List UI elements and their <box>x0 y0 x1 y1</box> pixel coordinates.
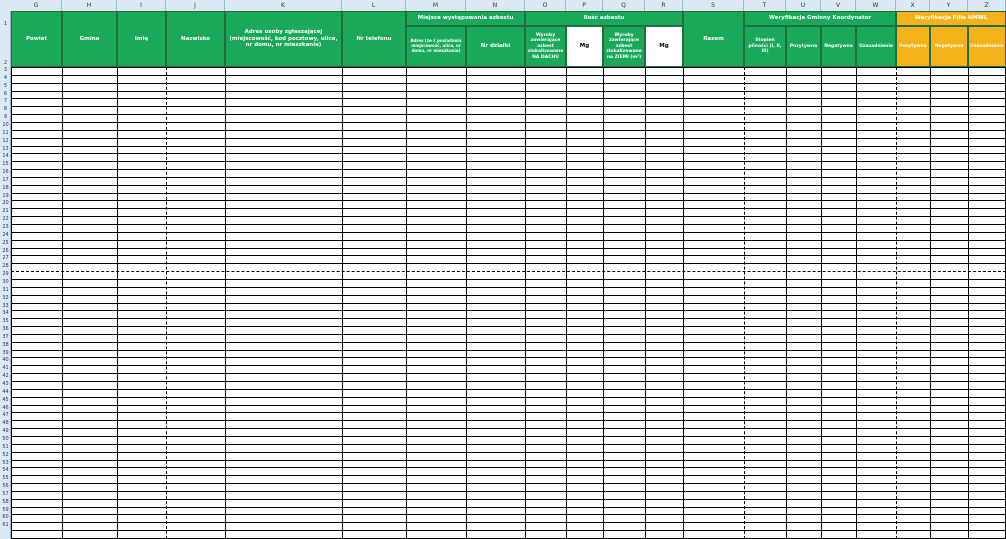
row-number[interactable]: 28 <box>2 263 9 270</box>
column-gridline <box>896 67 897 539</box>
row-number[interactable]: 8 <box>3 106 8 113</box>
header-adres[interactable]: Adres (ze ś posiadania miejscowość, ulica, nr domu, nr mieszkania) <box>406 26 466 67</box>
column-letter-j[interactable]: J <box>166 0 225 11</box>
column-letter-w[interactable]: W <box>856 0 896 11</box>
row-number[interactable]: 16 <box>2 169 9 176</box>
row-number[interactable]: 6 <box>3 90 8 97</box>
row-number[interactable]: 5 <box>3 82 8 89</box>
header-uzasadnienie-2[interactable]: Uzasadnienie <box>968 26 1006 67</box>
row-number[interactable]: 43 <box>2 381 9 387</box>
row-number[interactable]: 53 <box>2 459 9 466</box>
column-letter-o[interactable]: O <box>525 0 566 11</box>
column-letter-p[interactable]: P <box>566 0 603 11</box>
row-number[interactable]: 24 <box>2 231 9 238</box>
column-gridline <box>225 67 226 539</box>
column-letter-i[interactable]: I <box>117 0 166 11</box>
column-letter-m[interactable]: M <box>406 0 466 11</box>
row-number[interactable]: 13 <box>2 145 9 152</box>
header-weryfikacja-gminny[interactable]: Weryfikacja Gminny Koordynator <box>744 11 896 26</box>
row-number[interactable]: 7 <box>3 98 8 105</box>
row-number[interactable]: 18 <box>2 184 9 191</box>
row-number[interactable]: 44 <box>2 388 9 395</box>
header-pozytywna-2[interactable]: Pozytywna <box>896 26 930 67</box>
column-letter-s[interactable]: S <box>683 0 744 11</box>
row-number[interactable]: 2 <box>3 60 8 66</box>
column-gridline <box>342 67 343 539</box>
header-imie[interactable]: Imię <box>117 11 166 67</box>
column-gridline <box>117 67 118 539</box>
row-number[interactable]: 40 <box>2 357 9 364</box>
row-number[interactable]: 47 <box>2 412 9 419</box>
row-number[interactable]: 23 <box>2 224 9 230</box>
row-number[interactable]: 32 <box>2 294 9 301</box>
column-letter-l[interactable]: L <box>342 0 406 11</box>
row-number[interactable]: 42 <box>2 373 9 380</box>
header-negatywna-2[interactable]: Negatywna <box>930 26 968 67</box>
row-number[interactable]: 12 <box>2 137 9 144</box>
column-letter-g[interactable]: G <box>11 0 62 11</box>
row-number[interactable]: 38 <box>2 341 9 348</box>
header-pozytywna[interactable]: Pozytywna <box>786 26 821 67</box>
row-number[interactable]: 29 <box>2 271 9 278</box>
row-number[interactable]: 56 <box>2 483 9 490</box>
column-gridline <box>968 67 969 539</box>
header-adres-osoby[interactable]: Adres osoby zgłaszającej (miejscowość, kod pocztowy, ulica, nr domu, nr mieszkania) <box>225 11 342 67</box>
header-mg-1[interactable]: Mg <box>566 26 603 67</box>
column-letter-h[interactable]: H <box>62 0 117 11</box>
row-number[interactable]: 61 <box>2 522 9 529</box>
column-gridline <box>786 67 787 539</box>
column-gridline <box>603 67 604 539</box>
column-gridline <box>683 67 684 539</box>
header-weryfikacja-filia[interactable]: Weryfikacja Filia UMWL <box>896 11 1006 26</box>
row-number[interactable]: 9 <box>3 114 8 121</box>
column-gridline <box>525 67 526 539</box>
row-number[interactable]: 41 <box>2 365 9 372</box>
row-number[interactable]: 50 <box>2 435 9 442</box>
header-nazwisko[interactable]: Nazwisko <box>166 11 225 67</box>
column-letter-q[interactable]: Q <box>603 0 645 11</box>
column-gridline <box>645 67 646 539</box>
column-letter-n[interactable]: N <box>466 0 525 11</box>
column-gridline <box>166 67 167 539</box>
column-letter-t[interactable]: T <box>744 0 786 11</box>
column-gridline <box>62 67 63 539</box>
column-letter-x[interactable]: X <box>896 0 930 11</box>
header-wyroby-dach[interactable]: Wyroby zawierające azbest zlokalizowane NA DACHU <box>525 26 566 67</box>
row-number[interactable]: 39 <box>2 349 9 356</box>
row-number[interactable]: 36 <box>2 326 9 333</box>
row-number[interactable]: 17 <box>2 176 9 183</box>
column-letter-k[interactable]: K <box>225 0 342 11</box>
column-gridline <box>744 67 745 539</box>
row-number[interactable]: 20 <box>2 200 9 207</box>
column-letter-y[interactable]: Y <box>930 0 968 11</box>
row-number[interactable]: 59 <box>2 506 9 513</box>
row-number[interactable]: 58 <box>2 498 9 505</box>
row-number[interactable]: 49 <box>2 428 9 435</box>
row-number[interactable]: 11 <box>2 129 9 136</box>
row-number[interactable]: 45 <box>2 396 9 403</box>
column-gridline <box>11 67 12 539</box>
row-number[interactable]: 25 <box>2 239 9 246</box>
row-number[interactable]: 22 <box>2 216 9 223</box>
row-number[interactable]: 30 <box>2 278 9 285</box>
header-ilosc-azbestu[interactable]: Ilość azbestu <box>525 11 683 26</box>
row-number[interactable]: 14 <box>2 153 9 160</box>
header-miejsce-azbestu[interactable]: Miejsce występowania azbestu <box>406 11 525 26</box>
header-stopien-pilnosci[interactable]: Stopień pilności (I, II, III) <box>744 26 786 67</box>
column-letter-z[interactable]: Z <box>968 0 1006 11</box>
header-nr-dzialki[interactable]: Nr działki <box>466 26 525 67</box>
header-negatywna[interactable]: Negatywna <box>821 26 856 67</box>
column-gridline <box>466 67 467 539</box>
row-number[interactable]: 34 <box>2 310 9 317</box>
row-number[interactable]: 57 <box>2 490 9 497</box>
row-header-bar <box>0 11 11 539</box>
row-number[interactable]: 51 <box>2 443 9 450</box>
row-number[interactable]: 21 <box>2 208 9 215</box>
row-number[interactable]: 10 <box>2 121 9 128</box>
row-number[interactable]: 15 <box>2 161 9 168</box>
header-wyroby-ziemia[interactable]: Wyroby zawierające azbest zlokalizowane na ZIEMI (m²) <box>603 26 645 67</box>
row-number[interactable]: 19 <box>2 192 9 199</box>
header-powiat[interactable]: Powiat <box>11 11 62 67</box>
column-gridline <box>821 67 822 539</box>
header-nr-telefonu[interactable]: Nr telefonu <box>342 11 406 67</box>
row-number[interactable]: 54 <box>2 467 9 474</box>
row-number[interactable]: 4 <box>3 74 8 81</box>
spreadsheet-grid[interactable] <box>11 11 1006 539</box>
column-gridline <box>566 67 567 539</box>
column-letter-u[interactable]: U <box>786 0 821 11</box>
column-gridline <box>930 67 931 539</box>
header-mg-2[interactable]: Mg <box>645 26 683 67</box>
row-number[interactable]: 48 <box>2 420 9 427</box>
header-razem[interactable]: Razem <box>683 11 744 67</box>
row-number[interactable]: 55 <box>2 475 9 482</box>
row-number[interactable]: 3 <box>3 67 8 73</box>
row-number[interactable]: 1 <box>3 21 8 27</box>
row-number[interactable]: 52 <box>2 451 9 458</box>
column-gridline <box>406 67 407 539</box>
row-number[interactable]: 26 <box>2 247 9 254</box>
column-letter-r[interactable]: R <box>645 0 683 11</box>
row-number[interactable]: 37 <box>2 333 9 340</box>
row-number[interactable]: 35 <box>2 318 9 325</box>
row-number[interactable]: 33 <box>2 302 9 309</box>
column-letter-v[interactable]: V <box>821 0 856 11</box>
row-number[interactable]: 46 <box>2 404 9 411</box>
row-number[interactable]: 27 <box>2 255 9 262</box>
column-gridline <box>856 67 857 539</box>
row-number[interactable]: 60 <box>2 514 9 521</box>
header-uzasadnienie[interactable]: Uzasadnienie <box>856 26 896 67</box>
header-gmina[interactable]: Gmina <box>62 11 117 67</box>
row-number[interactable]: 31 <box>2 286 9 293</box>
